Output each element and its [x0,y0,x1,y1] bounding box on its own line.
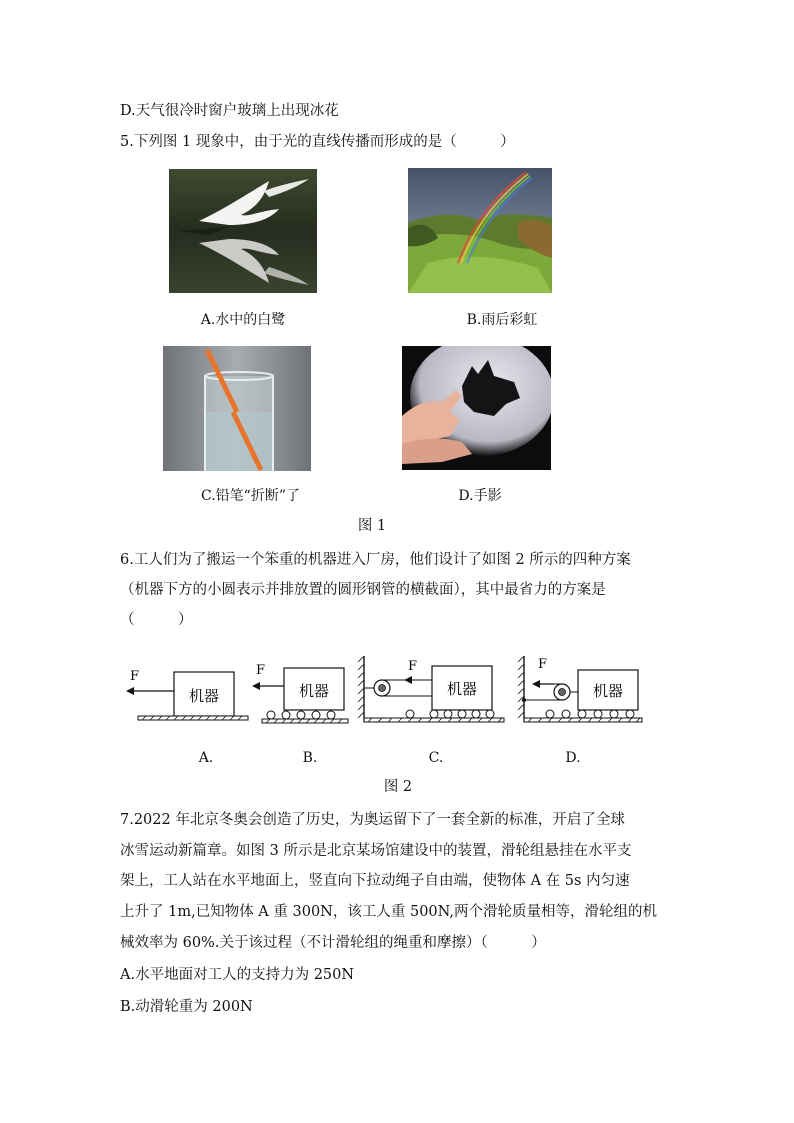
diagram-a-force-label: F [130,669,140,684]
q6-stem-line-3: （ ） [120,612,193,628]
q7-stem-line-5: 械效率为 60%.关于该过程（不计滑轮组的绳重和摩擦）（ ） [120,935,546,951]
diagram-b [252,656,354,726]
diagram-c-force-label: F [408,659,418,674]
figure-2-label: 图 2 [383,779,413,795]
caption-c: C.铅笔“折断”了 [201,488,300,504]
diagram-a-box-label: 机器 [188,687,220,705]
diagram-a-letter: A. [198,750,214,766]
diagram-d-letter: D. [565,750,581,766]
diagram-c-box-label: 机器 [446,680,478,698]
diagram-b-box-label: 机器 [298,682,330,700]
caption-d: D.手影 [458,488,502,504]
hand-shadow-photo [402,346,551,470]
pencil-in-water-photo [163,346,311,471]
diagram-d-force-label: F [538,657,548,672]
q6-stem-line-2: （机器下方的小圆表示并排放置的圆形钢管的横截面），其中最省力的方案是 [120,582,606,598]
q7-option-a: A.水平地面对工人的支持力为 250N [120,967,355,983]
egret-reflection-photo [169,169,317,293]
q7-option-b: B.动滑轮重为 200N [120,999,253,1015]
diagram-c-letter: C. [428,750,444,766]
diagram-d-box-label: 机器 [592,682,624,700]
figure-1-label: 图 1 [357,518,387,534]
diagram-c [358,654,508,726]
q5-stem: 5.下列图 1 现象中，由于光的直线传播而形成的是（ ） [120,134,515,150]
rainbow-landscape-photo [408,168,552,293]
caption-b: B.雨后彩虹 [466,312,538,328]
q7-stem-line-1: 7.2022 年北京冬奥会创造了历史，为奥运留下了一套全新的标准，开启了全球 [120,812,625,828]
q6-stem-line-1: 6.工人们为了搬运一个笨重的机器进入厂房，他们设计了如图 2 所示的四种方案 [120,552,631,568]
diagram-b-force-label: F [256,663,266,678]
diagram-d [518,654,646,726]
q7-stem-line-3: 架上，工人站在水平地面上，竖直向下拉动绳子自由端，使物体 A 在 5s 内匀速 [120,873,630,889]
diagram-b-letter: B. [302,750,318,766]
diagram-a [122,656,252,726]
q7-stem-line-4: 上升了 1m,已知物体 A 重 300N，该工人重 500N,两个滑轮质量相等，滑轮组的机 [120,904,658,920]
q7-stem-line-2: 冰雪运动新篇章。如图 3 所示是北京某场馆建设中的装置，滑轮组悬挂在水平支 [120,843,632,859]
q4-option-d: D.天气很冷时窗户玻璃上出现冰花 [120,103,339,119]
caption-a: A.水中的白鹭 [200,312,286,328]
